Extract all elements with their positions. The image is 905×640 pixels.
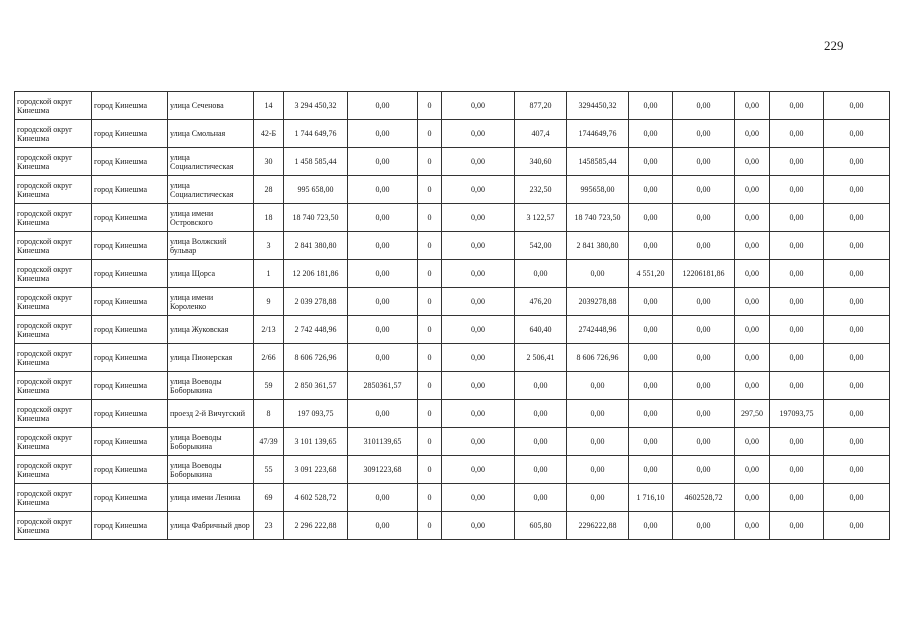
repair-cost-b-cell: 0,00 bbox=[442, 512, 515, 540]
repair-cost-b-cell: 0,00 bbox=[442, 400, 515, 428]
repair-cost-e-cell: 0,00 bbox=[770, 176, 824, 204]
repair-cost-f-cell: 0,00 bbox=[824, 148, 890, 176]
area-b-cell: 0,00 bbox=[629, 512, 673, 540]
repair-cost-d-cell: 0,00 bbox=[673, 120, 735, 148]
table-row bbox=[15, 288, 890, 316]
repair-cost-a-cell: 0,00 bbox=[348, 484, 418, 512]
settlement-cell: город Кинешма bbox=[92, 456, 168, 484]
repair-cost-f-cell: 0,00 bbox=[824, 260, 890, 288]
table-row bbox=[15, 484, 890, 512]
street-cell: улица Фабричный двор bbox=[168, 512, 254, 540]
settlement-cell: город Кинешма bbox=[92, 204, 168, 232]
count-cell: 0 bbox=[418, 428, 442, 456]
repair-cost-d-cell: 4602528,72 bbox=[673, 484, 735, 512]
area-b-cell: 1 716,10 bbox=[629, 484, 673, 512]
repair-cost-b-cell: 0,00 bbox=[442, 176, 515, 204]
repair-cost-d-cell: 0,00 bbox=[673, 316, 735, 344]
repair-cost-e-cell: 0,00 bbox=[770, 372, 824, 400]
repair-cost-c-cell: 1744649,76 bbox=[567, 120, 629, 148]
count-cell: 0 bbox=[418, 372, 442, 400]
repair-cost-b-cell: 0,00 bbox=[442, 232, 515, 260]
municipality-cell: городской округ Кинешма bbox=[15, 288, 92, 316]
house-number-cell: 9 bbox=[254, 288, 284, 316]
repair-cost-d-cell: 0,00 bbox=[673, 148, 735, 176]
municipality-cell: городской округ Кинешма bbox=[15, 456, 92, 484]
repair-cost-b-cell: 0,00 bbox=[442, 344, 515, 372]
count-cell: 0 bbox=[418, 204, 442, 232]
settlement-cell: город Кинешма bbox=[92, 92, 168, 120]
street-cell: улица Смольная bbox=[168, 120, 254, 148]
table-row bbox=[15, 400, 890, 428]
house-number-cell: 59 bbox=[254, 372, 284, 400]
area-b-cell: 0,00 bbox=[629, 92, 673, 120]
house-number-cell: 28 bbox=[254, 176, 284, 204]
house-number-cell: 69 bbox=[254, 484, 284, 512]
repair-cost-b-cell: 0,00 bbox=[442, 148, 515, 176]
street-cell: улица Воеводы Боборыкина bbox=[168, 456, 254, 484]
house-number-cell: 8 bbox=[254, 400, 284, 428]
total-cost-cell: 2 039 278,88 bbox=[284, 288, 348, 316]
settlement-cell: город Кинешма bbox=[92, 316, 168, 344]
address-register-table bbox=[14, 91, 890, 540]
total-cost-cell: 1 744 649,76 bbox=[284, 120, 348, 148]
area-c-cell: 0,00 bbox=[735, 232, 770, 260]
repair-cost-c-cell: 0,00 bbox=[567, 260, 629, 288]
municipality-cell: городской округ Кинешма bbox=[15, 204, 92, 232]
area-b-cell: 0,00 bbox=[629, 148, 673, 176]
area-c-cell: 0,00 bbox=[735, 372, 770, 400]
total-cost-cell: 197 093,75 bbox=[284, 400, 348, 428]
settlement-cell: город Кинешма bbox=[92, 120, 168, 148]
area-c-cell: 0,00 bbox=[735, 148, 770, 176]
total-cost-cell: 2 850 361,57 bbox=[284, 372, 348, 400]
repair-cost-f-cell: 0,00 bbox=[824, 92, 890, 120]
repair-cost-f-cell: 0,00 bbox=[824, 344, 890, 372]
repair-cost-f-cell: 0,00 bbox=[824, 120, 890, 148]
table-row bbox=[15, 456, 890, 484]
total-cost-cell: 8 606 726,96 bbox=[284, 344, 348, 372]
house-number-cell: 18 bbox=[254, 204, 284, 232]
repair-cost-e-cell: 197093,75 bbox=[770, 400, 824, 428]
street-cell: улица Волжский бульвар bbox=[168, 232, 254, 260]
area-b-cell: 0,00 bbox=[629, 232, 673, 260]
repair-cost-d-cell: 12206181,86 bbox=[673, 260, 735, 288]
repair-cost-a-cell: 2850361,57 bbox=[348, 372, 418, 400]
repair-cost-a-cell: 0,00 bbox=[348, 148, 418, 176]
count-cell: 0 bbox=[418, 92, 442, 120]
area-b-cell: 0,00 bbox=[629, 120, 673, 148]
settlement-cell: город Кинешма bbox=[92, 288, 168, 316]
house-number-cell: 55 bbox=[254, 456, 284, 484]
house-number-cell: 42-Б bbox=[254, 120, 284, 148]
repair-cost-c-cell: 3294450,32 bbox=[567, 92, 629, 120]
table-row bbox=[15, 204, 890, 232]
repair-cost-e-cell: 0,00 bbox=[770, 92, 824, 120]
area-c-cell: 0,00 bbox=[735, 204, 770, 232]
area-a-cell: 0,00 bbox=[515, 400, 567, 428]
repair-cost-d-cell: 0,00 bbox=[673, 400, 735, 428]
street-cell: улица Воеводы Боборыкина bbox=[168, 372, 254, 400]
count-cell: 0 bbox=[418, 232, 442, 260]
repair-cost-a-cell: 0,00 bbox=[348, 400, 418, 428]
settlement-cell: город Кинешма bbox=[92, 372, 168, 400]
count-cell: 0 bbox=[418, 176, 442, 204]
table-row bbox=[15, 120, 890, 148]
repair-cost-c-cell: 2296222,88 bbox=[567, 512, 629, 540]
total-cost-cell: 12 206 181,86 bbox=[284, 260, 348, 288]
street-cell: улица имени Островского bbox=[168, 204, 254, 232]
table-row bbox=[15, 176, 890, 204]
area-a-cell: 605,80 bbox=[515, 512, 567, 540]
repair-cost-c-cell: 0,00 bbox=[567, 428, 629, 456]
repair-cost-a-cell: 0,00 bbox=[348, 120, 418, 148]
repair-cost-e-cell: 0,00 bbox=[770, 204, 824, 232]
repair-cost-c-cell: 0,00 bbox=[567, 484, 629, 512]
street-cell: улица Пионерская bbox=[168, 344, 254, 372]
total-cost-cell: 2 841 380,80 bbox=[284, 232, 348, 260]
area-b-cell: 0,00 bbox=[629, 428, 673, 456]
repair-cost-d-cell: 0,00 bbox=[673, 176, 735, 204]
area-b-cell: 0,00 bbox=[629, 288, 673, 316]
count-cell: 0 bbox=[418, 484, 442, 512]
area-a-cell: 0,00 bbox=[515, 372, 567, 400]
house-number-cell: 2/66 bbox=[254, 344, 284, 372]
area-c-cell: 297,50 bbox=[735, 400, 770, 428]
repair-cost-e-cell: 0,00 bbox=[770, 344, 824, 372]
settlement-cell: город Кинешма bbox=[92, 484, 168, 512]
municipality-cell: городской округ Кинешма bbox=[15, 400, 92, 428]
municipality-cell: городской округ Кинешма bbox=[15, 512, 92, 540]
settlement-cell: город Кинешма bbox=[92, 176, 168, 204]
area-a-cell: 0,00 bbox=[515, 428, 567, 456]
area-b-cell: 0,00 bbox=[629, 176, 673, 204]
total-cost-cell: 2 742 448,96 bbox=[284, 316, 348, 344]
area-a-cell: 640,40 bbox=[515, 316, 567, 344]
count-cell: 0 bbox=[418, 260, 442, 288]
street-cell: улица Воеводы Боборыкина bbox=[168, 428, 254, 456]
area-a-cell: 0,00 bbox=[515, 260, 567, 288]
repair-cost-e-cell: 0,00 bbox=[770, 456, 824, 484]
table-row bbox=[15, 428, 890, 456]
municipality-cell: городской округ Кинешма bbox=[15, 344, 92, 372]
repair-cost-f-cell: 0,00 bbox=[824, 456, 890, 484]
settlement-cell: город Кинешма bbox=[92, 512, 168, 540]
table-row bbox=[15, 316, 890, 344]
repair-cost-b-cell: 0,00 bbox=[442, 288, 515, 316]
repair-cost-b-cell: 0,00 bbox=[442, 204, 515, 232]
repair-cost-a-cell: 0,00 bbox=[348, 176, 418, 204]
repair-cost-a-cell: 0,00 bbox=[348, 260, 418, 288]
area-c-cell: 0,00 bbox=[735, 92, 770, 120]
house-number-cell: 2/13 bbox=[254, 316, 284, 344]
settlement-cell: город Кинешма bbox=[92, 232, 168, 260]
area-c-cell: 0,00 bbox=[735, 484, 770, 512]
street-cell: улица Щорса bbox=[168, 260, 254, 288]
area-a-cell: 877,20 bbox=[515, 92, 567, 120]
area-b-cell: 0,00 bbox=[629, 316, 673, 344]
total-cost-cell: 3 294 450,32 bbox=[284, 92, 348, 120]
repair-cost-e-cell: 0,00 bbox=[770, 148, 824, 176]
repair-cost-f-cell: 0,00 bbox=[824, 484, 890, 512]
municipality-cell: городской округ Кинешма bbox=[15, 372, 92, 400]
house-number-cell: 23 bbox=[254, 512, 284, 540]
repair-cost-e-cell: 0,00 bbox=[770, 260, 824, 288]
area-a-cell: 340,60 bbox=[515, 148, 567, 176]
repair-cost-b-cell: 0,00 bbox=[442, 316, 515, 344]
municipality-cell: городской округ Кинешма bbox=[15, 232, 92, 260]
settlement-cell: город Кинешма bbox=[92, 428, 168, 456]
area-c-cell: 0,00 bbox=[735, 260, 770, 288]
repair-cost-d-cell: 0,00 bbox=[673, 428, 735, 456]
count-cell: 0 bbox=[418, 316, 442, 344]
area-b-cell: 4 551,20 bbox=[629, 260, 673, 288]
area-a-cell: 3 122,57 bbox=[515, 204, 567, 232]
municipality-cell: городской округ Кинешма bbox=[15, 120, 92, 148]
repair-cost-a-cell: 0,00 bbox=[348, 288, 418, 316]
count-cell: 0 bbox=[418, 148, 442, 176]
repair-cost-e-cell: 0,00 bbox=[770, 288, 824, 316]
area-a-cell: 0,00 bbox=[515, 484, 567, 512]
repair-cost-a-cell: 0,00 bbox=[348, 344, 418, 372]
street-cell: улица Социалистическая bbox=[168, 176, 254, 204]
repair-cost-d-cell: 0,00 bbox=[673, 512, 735, 540]
repair-cost-a-cell: 0,00 bbox=[348, 316, 418, 344]
repair-cost-a-cell: 0,00 bbox=[348, 232, 418, 260]
table-row bbox=[15, 344, 890, 372]
repair-cost-a-cell: 0,00 bbox=[348, 92, 418, 120]
repair-cost-d-cell: 0,00 bbox=[673, 456, 735, 484]
page-number: 229 bbox=[824, 38, 844, 53]
total-cost-cell: 1 458 585,44 bbox=[284, 148, 348, 176]
area-a-cell: 542,00 bbox=[515, 232, 567, 260]
repair-cost-f-cell: 0,00 bbox=[824, 512, 890, 540]
repair-cost-a-cell: 3091223,68 bbox=[348, 456, 418, 484]
repair-cost-a-cell: 0,00 bbox=[348, 512, 418, 540]
repair-cost-a-cell: 0,00 bbox=[348, 204, 418, 232]
municipality-cell: городской округ Кинешма bbox=[15, 92, 92, 120]
table-row bbox=[15, 92, 890, 120]
repair-cost-c-cell: 8 606 726,96 bbox=[567, 344, 629, 372]
repair-cost-b-cell: 0,00 bbox=[442, 260, 515, 288]
repair-cost-f-cell: 0,00 bbox=[824, 372, 890, 400]
settlement-cell: город Кинешма bbox=[92, 148, 168, 176]
area-b-cell: 0,00 bbox=[629, 372, 673, 400]
repair-cost-c-cell: 0,00 bbox=[567, 372, 629, 400]
repair-cost-c-cell: 2 841 380,80 bbox=[567, 232, 629, 260]
repair-cost-c-cell: 995658,00 bbox=[567, 176, 629, 204]
municipality-cell: городской округ Кинешма bbox=[15, 316, 92, 344]
count-cell: 0 bbox=[418, 344, 442, 372]
repair-cost-c-cell: 1458585,44 bbox=[567, 148, 629, 176]
street-cell: улица имени Ленина bbox=[168, 484, 254, 512]
area-c-cell: 0,00 bbox=[735, 456, 770, 484]
total-cost-cell: 2 296 222,88 bbox=[284, 512, 348, 540]
area-a-cell: 476,20 bbox=[515, 288, 567, 316]
area-c-cell: 0,00 bbox=[735, 176, 770, 204]
street-cell: улица имени Короленко bbox=[168, 288, 254, 316]
count-cell: 0 bbox=[418, 288, 442, 316]
repair-cost-c-cell: 2039278,88 bbox=[567, 288, 629, 316]
house-number-cell: 14 bbox=[254, 92, 284, 120]
repair-cost-f-cell: 0,00 bbox=[824, 232, 890, 260]
total-cost-cell: 18 740 723,50 bbox=[284, 204, 348, 232]
municipality-cell: городской округ Кинешма bbox=[15, 148, 92, 176]
repair-cost-e-cell: 0,00 bbox=[770, 512, 824, 540]
area-c-cell: 0,00 bbox=[735, 428, 770, 456]
count-cell: 0 bbox=[418, 456, 442, 484]
total-cost-cell: 4 602 528,72 bbox=[284, 484, 348, 512]
municipality-cell: городской округ Кинешма bbox=[15, 176, 92, 204]
repair-cost-e-cell: 0,00 bbox=[770, 428, 824, 456]
municipality-cell: городской округ Кинешма bbox=[15, 484, 92, 512]
repair-cost-b-cell: 0,00 bbox=[442, 372, 515, 400]
count-cell: 0 bbox=[418, 400, 442, 428]
total-cost-cell: 995 658,00 bbox=[284, 176, 348, 204]
repair-cost-d-cell: 0,00 bbox=[673, 204, 735, 232]
repair-cost-b-cell: 0,00 bbox=[442, 484, 515, 512]
table-row bbox=[15, 260, 890, 288]
table-row bbox=[15, 232, 890, 260]
area-a-cell: 0,00 bbox=[515, 456, 567, 484]
area-c-cell: 0,00 bbox=[735, 512, 770, 540]
repair-cost-c-cell: 18 740 723,50 bbox=[567, 204, 629, 232]
street-cell: улица Жуковская bbox=[168, 316, 254, 344]
repair-cost-f-cell: 0,00 bbox=[824, 288, 890, 316]
repair-cost-d-cell: 0,00 bbox=[673, 92, 735, 120]
settlement-cell: город Кинешма bbox=[92, 400, 168, 428]
area-c-cell: 0,00 bbox=[735, 120, 770, 148]
area-c-cell: 0,00 bbox=[735, 288, 770, 316]
settlement-cell: город Кинешма bbox=[92, 344, 168, 372]
repair-cost-e-cell: 0,00 bbox=[770, 484, 824, 512]
repair-cost-f-cell: 0,00 bbox=[824, 204, 890, 232]
area-c-cell: 0,00 bbox=[735, 344, 770, 372]
area-b-cell: 0,00 bbox=[629, 204, 673, 232]
repair-cost-e-cell: 0,00 bbox=[770, 120, 824, 148]
repair-cost-f-cell: 0,00 bbox=[824, 400, 890, 428]
repair-cost-c-cell: 0,00 bbox=[567, 400, 629, 428]
table-body bbox=[15, 92, 890, 540]
area-b-cell: 0,00 bbox=[629, 400, 673, 428]
table-row bbox=[15, 512, 890, 540]
repair-cost-d-cell: 0,00 bbox=[673, 372, 735, 400]
repair-cost-f-cell: 0,00 bbox=[824, 176, 890, 204]
repair-cost-a-cell: 3101139,65 bbox=[348, 428, 418, 456]
table-row bbox=[15, 372, 890, 400]
area-a-cell: 407,4 bbox=[515, 120, 567, 148]
repair-cost-b-cell: 0,00 bbox=[442, 456, 515, 484]
area-b-cell: 0,00 bbox=[629, 344, 673, 372]
house-number-cell: 30 bbox=[254, 148, 284, 176]
repair-cost-f-cell: 0,00 bbox=[824, 316, 890, 344]
street-cell: проезд 2-й Вичугский bbox=[168, 400, 254, 428]
area-a-cell: 2 506,41 bbox=[515, 344, 567, 372]
settlement-cell: город Кинешма bbox=[92, 260, 168, 288]
area-a-cell: 232,50 bbox=[515, 176, 567, 204]
repair-cost-d-cell: 0,00 bbox=[673, 288, 735, 316]
repair-cost-b-cell: 0,00 bbox=[442, 92, 515, 120]
repair-cost-d-cell: 0,00 bbox=[673, 232, 735, 260]
repair-cost-b-cell: 0,00 bbox=[442, 120, 515, 148]
table-row bbox=[15, 148, 890, 176]
area-c-cell: 0,00 bbox=[735, 316, 770, 344]
area-b-cell: 0,00 bbox=[629, 456, 673, 484]
count-cell: 0 bbox=[418, 120, 442, 148]
street-cell: улица Сеченова bbox=[168, 92, 254, 120]
repair-cost-e-cell: 0,00 bbox=[770, 232, 824, 260]
municipality-cell: городской округ Кинешма bbox=[15, 260, 92, 288]
repair-cost-c-cell: 2742448,96 bbox=[567, 316, 629, 344]
house-number-cell: 1 bbox=[254, 260, 284, 288]
repair-cost-d-cell: 0,00 bbox=[673, 344, 735, 372]
total-cost-cell: 3 101 139,65 bbox=[284, 428, 348, 456]
repair-cost-e-cell: 0,00 bbox=[770, 316, 824, 344]
repair-cost-b-cell: 0,00 bbox=[442, 428, 515, 456]
street-cell: улица Социалистическая bbox=[168, 148, 254, 176]
repair-cost-f-cell: 0,00 bbox=[824, 428, 890, 456]
total-cost-cell: 3 091 223,68 bbox=[284, 456, 348, 484]
count-cell: 0 bbox=[418, 512, 442, 540]
repair-cost-c-cell: 0,00 bbox=[567, 456, 629, 484]
house-number-cell: 3 bbox=[254, 232, 284, 260]
municipality-cell: городской округ Кинешма bbox=[15, 428, 92, 456]
house-number-cell: 47/39 bbox=[254, 428, 284, 456]
